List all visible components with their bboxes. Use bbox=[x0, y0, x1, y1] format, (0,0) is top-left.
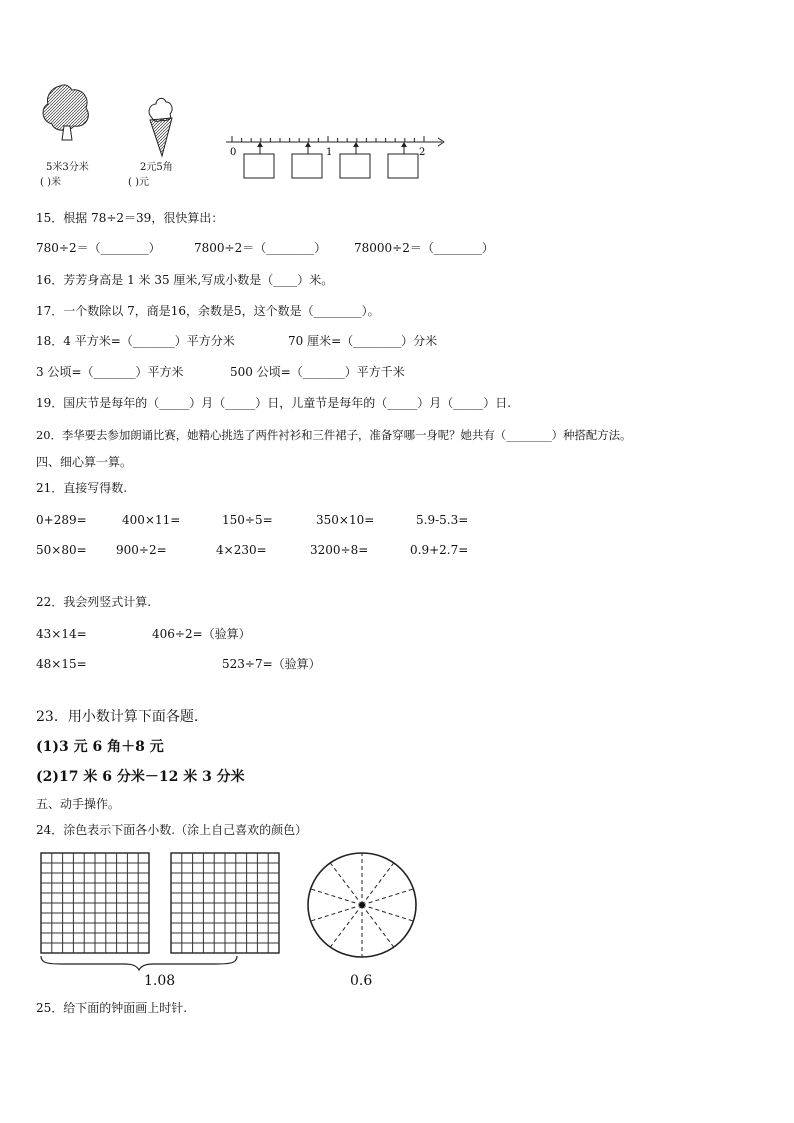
grid-label: 1.08 bbox=[144, 973, 176, 989]
q18-row1-b[interactable]: 70 厘米=（________）分米 bbox=[288, 334, 438, 348]
tree-label: 5米3分米 bbox=[46, 162, 89, 173]
q16[interactable]: 16．芳芳身高是 1 米 35 厘米,写成小数是（____）米。 bbox=[36, 273, 334, 287]
icecream-answer: ( )元 bbox=[128, 177, 149, 188]
q15-item[interactable]: 7800÷2＝（________） bbox=[194, 241, 327, 255]
q20[interactable]: 20．李华要去参加朗诵比赛，她精心挑选了两件衬衫和三件裙子，准备穿哪一身呢？她共有（________）种搭配方法。 bbox=[36, 428, 632, 442]
answer-box[interactable] bbox=[244, 154, 274, 178]
q21-item[interactable]: 3200÷8= bbox=[310, 543, 369, 557]
q22-item[interactable]: 48×15= bbox=[36, 657, 87, 671]
q21-item[interactable]: 350×10= bbox=[316, 513, 375, 527]
answer-box[interactable] bbox=[292, 154, 322, 178]
hundred-grid-1[interactable] bbox=[41, 853, 149, 953]
tree-answer: ( )米 bbox=[40, 177, 61, 188]
q22-item[interactable]: 523÷7=（验算） bbox=[222, 657, 321, 671]
tick-label-2: 2 bbox=[419, 147, 426, 158]
hundred-grid-2[interactable] bbox=[171, 853, 279, 953]
section-4-heading: 四、细心算一算。 bbox=[36, 455, 133, 469]
q23-stem: 23．用小数计算下面各题. bbox=[36, 709, 199, 725]
q24-stem: 24．涂色表示下面各小数.（涂上自己喜欢的颜色） bbox=[36, 823, 308, 837]
tick-label-0: 0 bbox=[230, 147, 237, 158]
q25: 25．给下面的钟面画上时针. bbox=[36, 1001, 188, 1015]
fraction-circle[interactable] bbox=[306, 850, 422, 960]
q22-item[interactable]: 43×14= bbox=[36, 627, 87, 641]
q15-item[interactable]: 780÷2＝（________） bbox=[36, 241, 161, 255]
q21-item[interactable]: 5.9-5.3= bbox=[416, 513, 469, 527]
q19[interactable]: 19．国庆节是每年的（_____）月（_____）日，儿童节是每年的（_____）月（_____）日. bbox=[36, 396, 512, 410]
q21-stem: 21．直接写得数. bbox=[36, 481, 128, 495]
q22-item[interactable]: 406÷2=（验算） bbox=[152, 627, 251, 641]
q18-row2-b[interactable]: 500 公顷=（_______）平方千米 bbox=[230, 365, 405, 379]
tree-figure bbox=[38, 82, 98, 142]
q21-item[interactable]: 4×230= bbox=[216, 543, 267, 557]
q23-item[interactable]: (1)3 元 6 角＋8 元 bbox=[36, 739, 164, 755]
q21-item[interactable]: 50×80= bbox=[36, 543, 87, 557]
q21-item[interactable]: 0+289= bbox=[36, 513, 87, 527]
circle-label: 0.6 bbox=[350, 973, 373, 989]
q15-item[interactable]: 78000÷2＝（________） bbox=[354, 241, 494, 255]
grid-brace bbox=[41, 954, 237, 970]
q21-item[interactable]: 150÷5= bbox=[222, 513, 273, 527]
q21-item[interactable]: 400×11= bbox=[122, 513, 181, 527]
tick-label-1: 1 bbox=[326, 147, 333, 158]
q23-item[interactable]: (2)17 米 6 分米－12 米 3 分米 bbox=[36, 769, 245, 785]
q18-row2-a[interactable]: 3 公顷=（_______）平方米 bbox=[36, 365, 184, 379]
answer-box[interactable] bbox=[388, 154, 418, 178]
section-5-heading: 五、动手操作。 bbox=[36, 797, 121, 811]
q22-stem: 22．我会列竖式计算. bbox=[36, 595, 152, 609]
q18-row1-a[interactable]: 18．4 平方米=（_______）平方分米 bbox=[36, 334, 235, 348]
q21-item[interactable]: 0.9+2.7= bbox=[410, 543, 469, 557]
icecream-label: 2元5角 bbox=[140, 162, 173, 173]
q21-item[interactable]: 900÷2= bbox=[116, 543, 167, 557]
icecream-figure bbox=[142, 96, 182, 156]
q15-stem: 15．根据 78÷2＝39，很快算出： bbox=[36, 211, 224, 225]
number-line bbox=[222, 130, 452, 180]
answer-box[interactable] bbox=[340, 154, 370, 178]
q17[interactable]: 17．一个数除以 7，商是16，余数是5，这个数是（________）。 bbox=[36, 304, 380, 318]
